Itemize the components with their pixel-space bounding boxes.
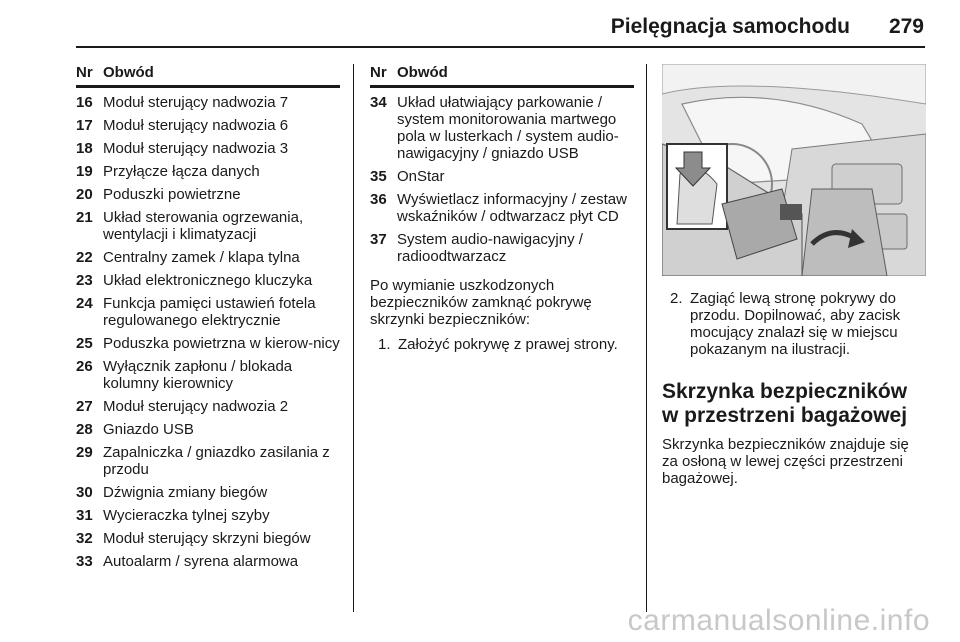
table-row [76, 94, 340, 111]
circuit-name: Moduł sterujący nadwozia 2 [103, 398, 289, 415]
fuse-number: 16 [76, 94, 93, 111]
table-row [76, 117, 340, 134]
circuit-name: Centralny zamek / klapa tylna [103, 249, 300, 266]
fuse-number: 21 [76, 209, 93, 226]
table-row [76, 553, 340, 570]
fuse-number: 19 [76, 163, 93, 180]
fuse-number: 31 [76, 507, 93, 524]
table-row [76, 530, 340, 547]
table-row [76, 186, 340, 203]
section-heading: Skrzynka bezpieczników w przestrzeni bagażowej [662, 380, 908, 427]
fuse-number: 28 [76, 421, 93, 438]
circuit-name: Układ ułatwiający parkowanie / system monitorowania martwego pola w lusterkach / system audio-nawigacyjny / gniazdo USB [397, 94, 619, 162]
table-row [76, 249, 340, 266]
step-text: Zagiąć lewą stronę pokrywy do przodu. Dopilnować, aby zacisk mocujący znalazł się w miejscu pokazanym na ilustracji. [690, 290, 901, 358]
illustration-svg [662, 64, 926, 276]
fuse-number: 36 [370, 191, 387, 208]
circuit-name: Moduł sterujący nadwozia 6 [103, 117, 289, 134]
watermark: carmanualsonline.info [627, 604, 930, 637]
instruction-step [662, 290, 926, 358]
circuit-name: Poduszki powietrzne [103, 186, 241, 203]
fuse-number: 35 [370, 168, 387, 185]
circuit-name: Układ elektronicznego kluczyka [103, 272, 313, 289]
table-row [76, 295, 340, 329]
fuse-number: 24 [76, 295, 93, 312]
table-row [370, 168, 634, 185]
circuit-name: Przyłącze łącza danych [103, 163, 260, 180]
fuse-box-cover-illustration [662, 64, 926, 276]
circuit-name: Funkcja pamięci ustawień fotela regulowanego elektrycznie [103, 295, 316, 329]
circuit-name: Moduł sterujący skrzyni biegów [103, 530, 311, 547]
header-rule [76, 46, 925, 48]
col-nr-header: Nr [76, 64, 93, 81]
col-circuit-header: Obwód [397, 64, 448, 81]
page-number: 279 [888, 15, 924, 38]
table-body [76, 94, 340, 570]
column-divider-left [353, 64, 354, 612]
table-row [76, 163, 340, 180]
fuse-number: 32 [76, 530, 93, 547]
table-row [76, 335, 340, 352]
table-row [370, 231, 634, 265]
table-row [76, 140, 340, 157]
fuse-table-left [76, 64, 340, 576]
circuit-name: Autoalarm / syrena alarmowa [103, 553, 299, 570]
fuse-number: 26 [76, 358, 93, 375]
circuit-name: Poduszka powietrzna w kierow-nicy [103, 335, 340, 352]
fuse-number: 23 [76, 272, 93, 289]
circuit-name: OnStar [397, 168, 445, 185]
page-title: Pielęgnacja samochodu [610, 15, 850, 38]
table-row [76, 421, 340, 438]
fuse-number: 22 [76, 249, 93, 266]
col-circuit-header: Obwód [103, 64, 154, 81]
table-row [370, 94, 634, 162]
column-divider-right [646, 64, 647, 612]
right-column [662, 64, 926, 495]
table-row [76, 507, 340, 524]
table-header [76, 64, 340, 88]
fuse-number: 34 [370, 94, 387, 111]
fuse-number: 18 [76, 140, 93, 157]
fuse-number: 37 [370, 231, 387, 248]
step-text: Założyć pokrywę z prawej strony. [398, 336, 618, 353]
circuit-name: Układ sterowania ogrzewania, wentylacji i klimatyzacji [103, 209, 304, 243]
fuse-number: 25 [76, 335, 93, 352]
table-body [370, 94, 634, 265]
circuit-name: Zapalniczka / gniazdko zasilania z przodu [103, 444, 330, 478]
table-row [76, 444, 340, 478]
fuse-number: 30 [76, 484, 93, 501]
circuit-name: Wyłącznik zapłonu / blokada kolumny kierownicy [103, 358, 293, 392]
step-number: 2. [670, 290, 683, 307]
table-row [76, 272, 340, 289]
circuit-name: Moduł sterujący nadwozia 7 [103, 94, 289, 111]
table-header [370, 64, 634, 88]
instruction-step [370, 336, 634, 353]
table-row [76, 209, 340, 243]
circuit-name: Wycieraczka tylnej szyby [103, 507, 270, 524]
table-row [370, 191, 634, 225]
fuse-table-right [370, 64, 634, 353]
table-row [76, 398, 340, 415]
fuse-number: 29 [76, 444, 93, 461]
circuit-name: System audio-nawigacyjny / radioodtwarzacz [397, 231, 583, 265]
instruction-paragraph: Po wymianie uszkodzonych bezpieczników zamknąć pokrywę skrzynki bezpieczników: [370, 277, 592, 328]
fuse-number: 17 [76, 117, 93, 134]
col-nr-header: Nr [370, 64, 387, 81]
circuit-name: Moduł sterujący nadwozia 3 [103, 140, 289, 157]
circuit-name: Wyświetlacz informacyjny / zestaw wskaźników / odtwarzacz płyt CD [397, 191, 627, 225]
circuit-name: Dźwignia zmiany biegów [103, 484, 268, 501]
step-number: 1. [378, 336, 391, 353]
fuse-number: 33 [76, 553, 93, 570]
circuit-name: Gniazdo USB [103, 421, 194, 438]
table-row [76, 484, 340, 501]
fuse-number: 20 [76, 186, 93, 203]
section-paragraph: Skrzynka bezpieczników znajduje się za osłoną w lewej części przestrzeni bagażowej. [662, 436, 909, 487]
fuse-number: 27 [76, 398, 93, 415]
table-row [76, 358, 340, 392]
